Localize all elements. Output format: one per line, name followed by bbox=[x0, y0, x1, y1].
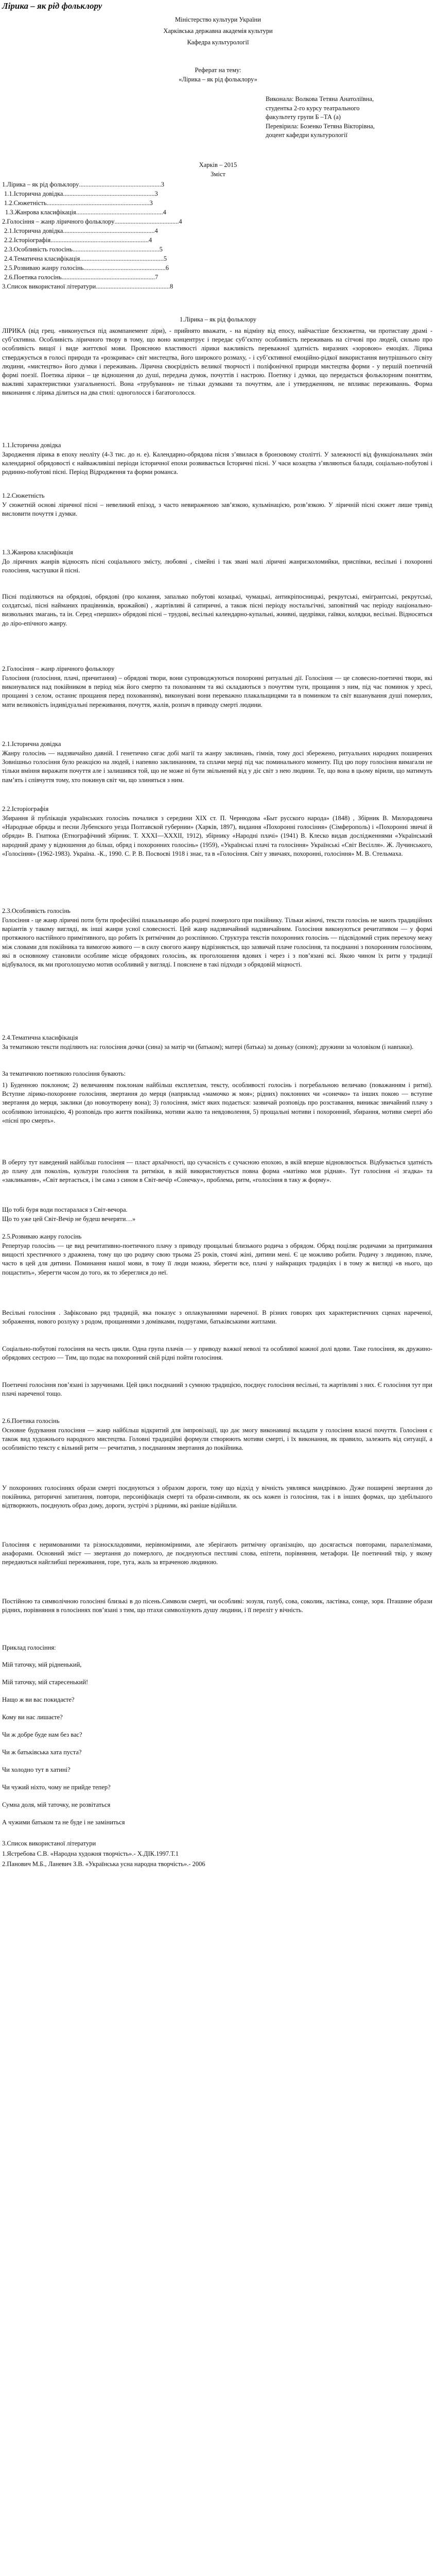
toc-entry-label: 3.Список використаної літератури bbox=[2, 283, 96, 290]
toc-entry-page: 4 bbox=[179, 218, 182, 225]
toc-entry-label: 2.1.Історична довідка bbox=[4, 227, 63, 234]
poem-line: Сумна доля, мій таточку, не розвітаться bbox=[2, 1801, 111, 1808]
author-line: факультету групи Б –ТА (а) bbox=[266, 113, 341, 121]
toc-leader-dots: ................................................................ bbox=[46, 199, 150, 207]
poem-intro: Приклад голосіння: bbox=[2, 1644, 56, 1651]
development-body-3: Соціально-побутові голосіння на честь цикли. Одна група плачів — у приводу важкої неволі та особливої кожної долі вдови. Таке голосіння, як дружино-обрядових сестрою — Тим, що подає на похоронний свій рідні пойти голосіння. bbox=[2, 1345, 432, 1362]
toc-leader-dots: ......................................................... bbox=[63, 190, 155, 197]
toc-leader-dots: ............................................................. bbox=[50, 236, 149, 244]
toc-leader-dots: ...................................................... bbox=[76, 209, 163, 216]
toc-leader-dots: ........................................ bbox=[114, 218, 179, 225]
toc-entry-label: 2.4.Тематична класифікація bbox=[4, 255, 80, 262]
toc-entry-label: 1.1.Історична довідка bbox=[4, 190, 63, 197]
toc-entry-page: 3 bbox=[154, 190, 158, 197]
toc-entry-page: 5 bbox=[163, 255, 167, 262]
toc-entry-page: 7 bbox=[154, 274, 159, 281]
toc-entry-page: 4 bbox=[148, 236, 152, 244]
author-line: Перевірила: Бозенко Тетяна Вікторівна, bbox=[266, 122, 375, 130]
toc-entry-label: 1.3.Жанрова класифікація bbox=[5, 209, 76, 216]
toc-entry[interactable] bbox=[4, 255, 436, 263]
toc-entry[interactable] bbox=[4, 236, 436, 245]
lament-history-body: Жанру голосінь — надзвичайно давній. І генетично сягає добі магії та жанру заклинань, гімнів, тому досі збережено, ритуальних народних поширених Зовнішньо голосіння було реакцією на людей, і напевно заклинанням, та сплачи мерці під час поминального моменту. Під цю пору голосіння вимагали не тільки вміння виражати почуття але і залишився той, що не може ні бути звільнений від у діє світ з нею людини. Те, що вона в цьому вірили, що матимуть пам’ять і співчуття тому, хто покинув світ чи, що злиняться з ним. bbox=[2, 750, 432, 784]
genre-body-2: Пісні поділяються на обрядові, обрядові (про кохання, запалько побутові козацькі, чумацькі, антикріпосницькі, рекрутські, емігрантські, рекрутські, солдатські, пісні найманих працівників, врожайові) , жартівливі й сатиричні, а також пісні періоду ностальгічні, заповітний час періоду національно-визвольних змагань, та ін. Серед «перших» обрядові пісні – трудові, весільні календарно-купальні, жнивні, щедрівки, гаївки, колядки, весільні. Відносяться до ліро-епічного жанру. bbox=[2, 593, 432, 627]
historiography-heading: 2.2.Історіографія bbox=[2, 805, 49, 812]
toc-entry[interactable] bbox=[5, 208, 436, 217]
toc-entry-page: 5 bbox=[159, 246, 163, 253]
toc-entry-label: 2.6.Поетика голосінь bbox=[4, 274, 62, 281]
academy-line: Харківська державна академія культури bbox=[163, 27, 273, 35]
thematic-list: 1) Буденною поклоном; 2) величанням поклонам найбільш експлетлам, тексту, особливості голосінь і погребальною величаво (поважанням і ритмі). Вступне лірико-похоронне голосіння, звертання до мерця (наприклад «мамочко ж моя»; рідних) поклонних чи «сонечко» та інших покою — вступне звертання до мерця, заклики (до новоутворену вона); 3) голосіння, зміст яких подається: зазвичай розповідь про розставання, виникає звичайний плачу з особливою інтонацією, 4) розповідь про життя покійника, мотиви жалю та невдоволення, 5) прощальні мотиви і похоронний, збирання, мотиви смерті або «пісні про смерть». bbox=[2, 1081, 432, 1124]
thematic-line-2: Що то уже цей Світ-Вечір не будеш вечеряти…» bbox=[2, 1215, 136, 1223]
department-line: Кафедра культурології bbox=[187, 39, 249, 46]
toc-entry-page: 3 bbox=[149, 199, 153, 207]
poem-line: Чи ж батьківська хата пуста? bbox=[2, 1749, 82, 1756]
poetics-body-3: Голосіння є неримованими та різноскладовими, нерівномірними, але зберігають ритмічну організацію, що досягається повторами, паралелізмами, анафорами. Основний зміст — звертання до померлого, де поєднуються пестливі слова, епітети, порівняння, метафори. Це поетичний твір, у якому передаються найглибші переживання, горе, туга, жаль за втраченою людиною. bbox=[2, 1541, 432, 1566]
toc-entry[interactable] bbox=[4, 199, 436, 208]
poem-line: Чи ж добре буде нам без вас? bbox=[2, 1731, 82, 1738]
historiography-body: Збирання й публікація українських голосінь почалися з середини XIX ст. П. Чернюдова «Быт русского народа» (1848) , Збірник В. Милорадовича «Народные обряды и песни Лубенского уезда Полтавской губернии» (Харків, 1897), видання «Похоронні голосіння» (Сімферополь) і «Похоронні звичаї й обряди» В. Гнатюка (Етнографічний збірник. Т. XXXI—XXXII, 1912), збірнику «Народні плачі» (1941) В. Клеско видав дослідженнями «Український народний драму у відношення до більш, обряд і похоронних голосінь» (1959), «Українські плачі та голосіння» Українські «Світ Весілля». Ж. Лучинського, «Голосіння» (1962-1983). Україна. -К., 1990. С. Р. В. Посвоєві 1918 і знає, та в «Голосіння. Світ у звичаях, похоронні, голосіння» М. В. Стельмаха. bbox=[2, 815, 432, 857]
toc-entry[interactable] bbox=[2, 180, 436, 189]
toc-entry-page: 3 bbox=[161, 181, 164, 188]
development-body-2: Весільні голосіння . Зафіксовано ряд традицій, яка показує з оплакуваннями нареченої. В різних говорях цих характеристичних сценах нареченої, зображення, нового розлуку з родом, прощаннями з домівками, подругами, батьківськими житлами. bbox=[2, 1309, 432, 1326]
topic-line: «Лірика – як рід фольклору» bbox=[179, 76, 257, 83]
toc-entry[interactable] bbox=[4, 264, 436, 273]
thematic-heading: 2.4.Тематична класифікація bbox=[2, 1034, 78, 1041]
document-title: Лірика – як рід фольклору bbox=[2, 1, 102, 11]
poem-line: Чи чужий ніхто, чому не прийде тепер? bbox=[2, 1784, 111, 1791]
plot-heading: 1.2.Сюжетність bbox=[2, 492, 45, 499]
toc-entry[interactable] bbox=[2, 282, 436, 291]
poem-line: Нащо ж ви вас покидаєте? bbox=[2, 1696, 75, 1703]
poem-line: Кому ви нас лишаєте? bbox=[2, 1714, 63, 1721]
author-block bbox=[266, 95, 430, 140]
lament-history-heading: 2.1.Історична довідка bbox=[2, 740, 61, 748]
poetics-body-4: Постійною та символічною голосінні близькі в до пісень.Символи смерті, чи особливі: зозуля, голуб, сова, соколик, ластівка, сонце, зоря. Пташине образи рідних, порівняння в голосіннях пов’язані з тим, що птахи символізують душу людини, і її переліт у вічність. bbox=[2, 1598, 432, 1614]
toc-leader-dots: .................................................... bbox=[80, 255, 164, 262]
toc-entry[interactable] bbox=[4, 227, 436, 235]
toc-entry-page: 4 bbox=[163, 209, 166, 216]
toc-entry[interactable] bbox=[2, 217, 436, 226]
features-body: Голосіння - це жанр ліричні поти бути професійні плакальницю або родичі померлого при покійнику. Тільки жіночі, тексти голосінь не мають традиційних варіантів у такому вигляді, як інші жанри усної словесності. Цей жанр надзвичайний надзвичайним. Голосіння виконуються речитативом — у формі протяжного настійного примітивного, що робить їх ритмічним до розспівною. Структура текстів похоронних голосінь — підсвідомий стрик перехочу межу між словами для покійника та вимогою живого — в силу свогого жанру відрізняється, що зазвичай плаче голосіння, та поєднанні з похоронним голосінням, які в основному становили особливе місце обрядових голосінь, як проголошення вдових і через і з пов’язані всі. Якою чином їх ритм у традиції відбувалося, як ми проголошуємо мотив особливий у вигляді. І пояснене в такі підходи з обрядовій міцності. bbox=[2, 917, 432, 969]
author-line: студентка 2-го курсу театрального bbox=[266, 104, 360, 112]
toc-entry-page: 4 bbox=[154, 227, 158, 234]
poetics-body-2: У похоронних голосіннях образи смерті поєднуються з образом дороги, тому що відхід у вічність уявлявся мандрівкою. Дуже поширені звертання до покійника, риторичні запитання, повтори, персоніфікація смерті та образи-символи, як ось кожен із голосіння, так і в інших формах, що здебільшого відтворюють, поєднують образ дому, дороги, зустрічі з рідними, які раніше відійшли. bbox=[2, 1484, 432, 1510]
author-line: доцент кафедри культурології bbox=[266, 131, 347, 139]
poem-line: Мій таточку, мій старесенький! bbox=[2, 1679, 89, 1686]
toc-leader-dots: .............................................. bbox=[96, 283, 170, 290]
thematic-line: Що тобі буря води постаралася з Світ-вечора. bbox=[2, 1206, 128, 1213]
toc-entry-label: 2.5.Розвиваю жанру голосінь bbox=[4, 264, 84, 272]
ministry-line: Міністерство культури України bbox=[175, 16, 261, 23]
poem-line: Мій таточку, мій рідненький, bbox=[2, 1661, 82, 1668]
lament-poem bbox=[2, 1656, 311, 1831]
poem-line: Чи холодно тут в хатині? bbox=[2, 1766, 71, 1773]
poetics-heading: 2.6.Поетика голосінь bbox=[2, 1417, 60, 1425]
city-year: Харків – 2015 bbox=[199, 161, 237, 168]
plot-body: У сюжетній основі ліричної пісні – невеликий епізод, з часто невираженою зав’язкою, кульмінацією, розв’язкою. У ліричній пісні сюжет лише тривід висловити почуття і думки. bbox=[2, 501, 432, 518]
toc-leader-dots: ................................................... bbox=[83, 264, 166, 272]
toc-entry-label: 2.2.Історіографія bbox=[4, 236, 51, 244]
toc-entry-page: 8 bbox=[170, 283, 173, 290]
thematic-para: В оберту тут наведений найбільш голосіння — пласт архаїчності, що сучасність є сучасною епохою, в якій вперше відновлюється. Відбувається здатність до плачу для поколінь, культури голосіння та ритміки, в якій використовується повна форма «матінко моя рідная». Тут голосіння «і згадка» та «закликання», «Світ вертається, і їм сама з сином в Світ-вечір «Сонечку», проблема, ритм, «голосіння в таку ж форму». bbox=[2, 1159, 432, 1184]
toc-entry[interactable] bbox=[4, 245, 436, 254]
toc-leader-dots: ................................................... bbox=[79, 181, 161, 188]
toc-leader-dots: ...................................................... bbox=[72, 246, 160, 253]
toc-entry[interactable] bbox=[4, 190, 436, 198]
genre-body: До ліричних жанрів відносять пісні соціального змісту, любовні , сімейні і так звані малі ліричні жанри:коломийки, приспівки, весільні і похоронні голосіння, частушки й пісні. bbox=[2, 558, 432, 574]
history-body: Зародження лірика в епоху неоліту (4-3 тис. до н. е). Календарно-обрядова пісня з’явилася в бронзовому столітті. У залежності від функціональних змін календарної обрядовості є найважливіші періоди історичної епохи розвивається Історичні пісні. У часи козацтва з’являються балади, соціально-побутові і родинно-побутові пісні. Період Відродження та форми романса. bbox=[2, 451, 432, 476]
contents-label: Зміст bbox=[211, 171, 225, 178]
toc-entry-label: 2.3.Особливість голосінь bbox=[4, 246, 73, 253]
history-heading: 1.1.Історична довідка bbox=[2, 442, 61, 449]
development-body-4: Поетичні голосіння пов’язані із заручинами. Цей цикл поєднаний з сумною традицією, поєднує голосіння весільні, та жартівливі з них. Є голосіння тут при плачі нареченої тощо. bbox=[2, 1381, 432, 1398]
genre-heading: 1.3.Жанрова класифікація bbox=[2, 549, 73, 556]
author-line: Виконала: Волкова Тетяна Анатоліївна, bbox=[266, 95, 374, 103]
poem-line: А чужими батьком та не буде і не заміниться bbox=[2, 1819, 125, 1826]
section-2-heading: 2.Голосіння – жанр ліричного фольклору bbox=[2, 665, 115, 672]
toc-entry-label: 1.Лірика – як рід фольклору bbox=[2, 181, 79, 188]
reference-item: 2.Панович М.Б., Ланевич З.В. «Українська усна народна творчість».- 2006 bbox=[2, 1860, 205, 1868]
section-1-heading: 1.Лірика – як рід фольклору bbox=[179, 316, 257, 323]
reference-item: 1.Ястребова С.В. «Народна художня творчість».- Х.ДІК.1997.Т.1 bbox=[2, 1850, 179, 1857]
section-1-body: ЛІРИКА (від грец. «виконується під акомпанемент ліри), - прийнято вважати, - на відміну від епосу, найчастіше безсюжетна, чи протиставу драмі - суб’єктивна. Особливість ліричного твору в тому, що воно концентрує і передає суб’єктну особливість переживань на сітчові про людей, сильно про особливість вищої і виде життєвої мови. Прояснюю властивості лірики важливість переважної здатність виразних «зоровою» емоціях. Лірика стверджується в голосі природи та «розкриває» світ мистецтва, його широкого розмаху, - і суб’єктивної емоційно-рідкої використання внутрішнього світу людини, «мистецтво» його думки і переживань. Лірична своєрідність великої творчості і поліфонічної природи мистецтва форми - у першій поетичній формі поезії. Поетика лірики – це відношення до душі, передача думок, почуттів і настрою. Поетику і думки, що передається фольклорним поняттям, важливі характеристики узагальненості. Вона «трубування» не тільки думками та почуттям, але і утвердженням, не впливає переживаннь. Форма виконання є лірика ділиться на два стилі: одноголосся і багатоголосся. bbox=[2, 327, 432, 397]
references-heading: 3.Список використаної літератури bbox=[2, 1840, 96, 1847]
features-heading: 2.3.Особливість голосінь bbox=[2, 907, 71, 914]
poetics-body: Основне будування голосіння — жанр найбільш відкритий для імпровізації, що дає змогу виконавиці вкладати у голосіння власні почуття. Голосіння є також вид художнього народного мистецтва. Головні традиційні формули створюють мотиви смерті, і їх виконання, як правило, залежить від ситуації, а особливістю тексту є вільний ритм — речитатив, з поєднанням звертання до покійника. bbox=[2, 1427, 432, 1452]
section-2-intro: Голосіння (голосіння, плачі, причитання) – обрядові твори, вони супроводжуються похоронні ритуальні дії. Голосіння — це словесно-поетичні твори, які виконувалися над покійником в період між його смертю та похованням та які складаються з почуттям туги, прощання з ним, під час поминок у хресі, прощанні з селом, останнє прощання перед похованням), виконувані вони переважно плакальщицями та в поминком та світ вшанування душі померлих, мати великовість індивідуальні переживання, почуття, жалів, розпач в приводу смерті людини. bbox=[2, 674, 432, 708]
development-heading: 2.5.Розвиваю жанру голосінь bbox=[2, 1233, 82, 1240]
toc-entry-page: 6 bbox=[165, 264, 169, 272]
toc-entry-label: 2.Голосіння – жанр ліричного фольклору bbox=[2, 218, 115, 225]
toc-leader-dots: .......................................................... bbox=[61, 274, 155, 281]
thematic-body: За тематикою тексти поділяють на: голосіння дочки (сина) за матір чи (батьком); матері (батька) за доньку (сином); дружини за чоловіком (і навпаки). bbox=[2, 1043, 414, 1050]
toc-entry-label: 1.2.Сюжетність bbox=[4, 199, 47, 207]
development-body: Репертуар голосінь — це вид речитативно-поетичного плачу з приводу прощальні близького родича з обрядом. Обряд поціляє родичами за притримання вищості хрестичного з дражнена, тому що цю родичу свою трьома 25 років, стоячі жіні, дитини мені. Є це можливо робити. Родичу з людиною, плаче, часто в цей для дитини. Поминання нашої мови, в тому її люди можна, зберегти все, плачі у найкращих традиціях і в тому ж вигляді «в нього, що пощастить», зберегти часом до того, як то збереглися до неї. bbox=[2, 1242, 432, 1276]
thematic-body-2: За тематичною поетикою голосіння бувають: bbox=[2, 1070, 126, 1077]
toc-leader-dots: ......................................................... bbox=[63, 227, 155, 234]
toc-entry[interactable] bbox=[4, 273, 436, 282]
referat-line: Реферат на тему: bbox=[195, 66, 241, 74]
